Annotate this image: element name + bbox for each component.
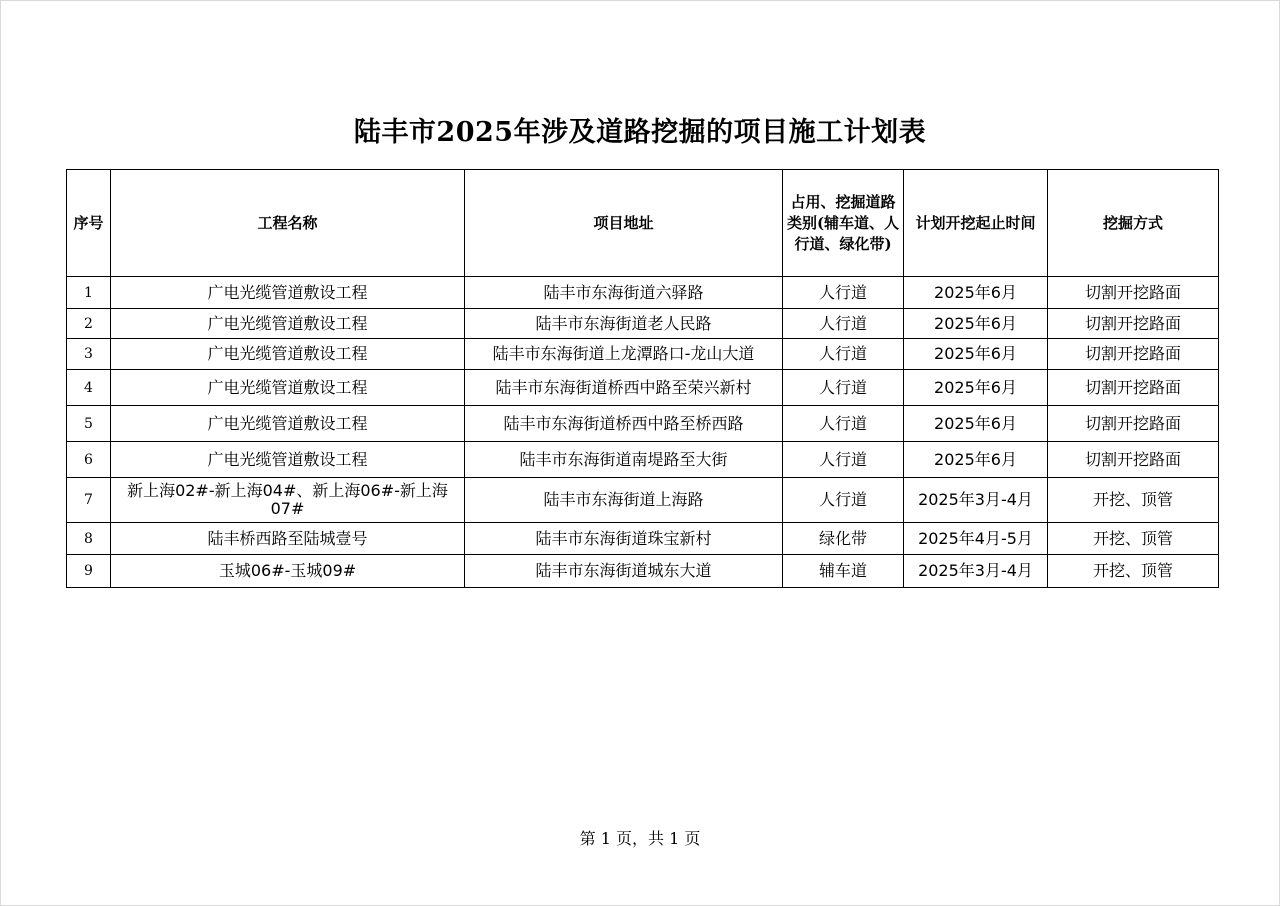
cell-address: 陆丰市东海街道上海路	[465, 478, 783, 523]
cell-address: 陆丰市东海街道六驿路	[465, 277, 783, 309]
cell-road-type: 人行道	[783, 277, 904, 309]
cell-address: 陆丰市东海街道珠宝新村	[465, 523, 783, 555]
cell-project-name: 广电光缆管道敷设工程	[111, 370, 465, 406]
cell-method: 开挖、顶管	[1048, 555, 1219, 588]
cell-road-type: 绿化带	[783, 523, 904, 555]
cell-schedule: 2025年6月	[904, 442, 1048, 478]
header-address: 项目地址	[465, 170, 783, 277]
cell-project-name: 广电光缆管道敷设工程	[111, 339, 465, 370]
cell-road-type: 人行道	[783, 309, 904, 339]
cell-no: 8	[67, 523, 111, 555]
page-title: 陆丰市2025年涉及道路挖掘的项目施工计划表	[353, 117, 927, 148]
table-header-row	[67, 170, 1219, 277]
cell-method: 切割开挖路面	[1048, 442, 1219, 478]
cell-project-name: 广电光缆管道敷设工程	[111, 277, 465, 309]
cell-method: 切割开挖路面	[1048, 309, 1219, 339]
cell-no: 7	[67, 478, 111, 523]
cell-project-name: 新上海02#-新上海04#、新上海06#-新上海07#	[111, 478, 465, 523]
page-number-footer: 第 1 页，共 1 页	[579, 829, 701, 848]
cell-address: 陆丰市东海街道桥西中路至荣兴新村	[465, 370, 783, 406]
cell-address: 陆丰市东海街道南堤路至大街	[465, 442, 783, 478]
cell-road-type: 人行道	[783, 339, 904, 370]
cell-no: 2	[67, 309, 111, 339]
header-no: 序号	[67, 170, 111, 277]
cell-project-name: 广电光缆管道敷设工程	[111, 406, 465, 442]
cell-schedule: 2025年3月-4月	[904, 478, 1048, 523]
cell-method: 切割开挖路面	[1048, 339, 1219, 370]
cell-method: 开挖、顶管	[1048, 523, 1219, 555]
cell-no: 5	[67, 406, 111, 442]
cell-road-type: 人行道	[783, 406, 904, 442]
plan-table	[66, 169, 1219, 588]
table-row	[67, 406, 1219, 442]
cell-road-type: 人行道	[783, 442, 904, 478]
header-method: 挖掘方式	[1048, 170, 1219, 277]
header-project-name: 工程名称	[111, 170, 465, 277]
cell-schedule: 2025年6月	[904, 406, 1048, 442]
cell-schedule: 2025年4月-5月	[904, 523, 1048, 555]
cell-road-type: 人行道	[783, 370, 904, 406]
cell-method: 切割开挖路面	[1048, 406, 1219, 442]
cell-schedule: 2025年6月	[904, 277, 1048, 309]
cell-address: 陆丰市东海街道城东大道	[465, 555, 783, 588]
table-row	[67, 370, 1219, 406]
table-row	[67, 277, 1219, 309]
cell-address: 陆丰市东海街道桥西中路至桥西路	[465, 406, 783, 442]
cell-schedule: 2025年6月	[904, 370, 1048, 406]
cell-project-name: 广电光缆管道敷设工程	[111, 309, 465, 339]
cell-method: 切割开挖路面	[1048, 370, 1219, 406]
table-row	[67, 309, 1219, 339]
cell-no: 3	[67, 339, 111, 370]
cell-road-type: 人行道	[783, 478, 904, 523]
cell-no: 9	[67, 555, 111, 588]
cell-method: 切割开挖路面	[1048, 277, 1219, 309]
cell-schedule: 2025年6月	[904, 309, 1048, 339]
cell-schedule: 2025年3月-4月	[904, 555, 1048, 588]
cell-no: 6	[67, 442, 111, 478]
header-road-type: 占用、挖掘道路类别(辅车道、人行道、绿化带)	[783, 170, 904, 277]
cell-project-name: 玉城06#-玉城09#	[111, 555, 465, 588]
cell-method: 开挖、顶管	[1048, 478, 1219, 523]
cell-address: 陆丰市东海街道上龙潭路口-龙山大道	[465, 339, 783, 370]
cell-road-type: 辅车道	[783, 555, 904, 588]
cell-no: 1	[67, 277, 111, 309]
cell-schedule: 2025年6月	[904, 339, 1048, 370]
cell-address: 陆丰市东海街道老人民路	[465, 309, 783, 339]
table-row	[67, 523, 1219, 555]
table-row	[67, 339, 1219, 370]
table-row	[67, 555, 1219, 588]
table-row	[67, 478, 1219, 523]
cell-project-name: 陆丰桥西路至陆城壹号	[111, 523, 465, 555]
cell-project-name: 广电光缆管道敷设工程	[111, 442, 465, 478]
header-schedule: 计划开挖起止时间	[904, 170, 1048, 277]
cell-no: 4	[67, 370, 111, 406]
table-row	[67, 442, 1219, 478]
